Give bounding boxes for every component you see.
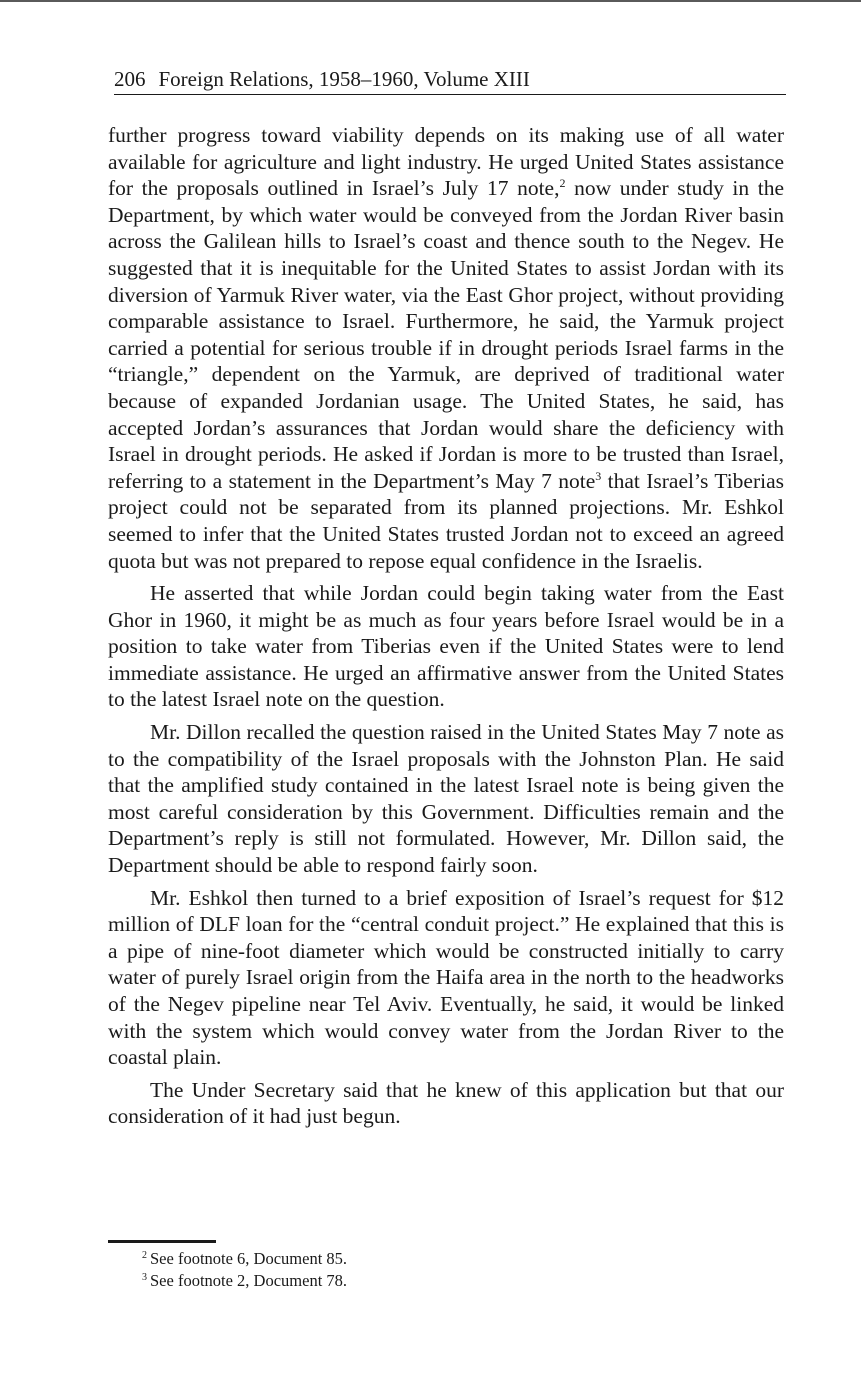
page-number: 206 <box>114 67 146 91</box>
footnote-3 <box>142 1270 347 1292</box>
footnote-ref: 3 <box>595 468 602 483</box>
paragraph-3: Mr. Dillon recalled the question raised in the United States May 7 note as to the compatibility of the Israel proposals with the Johnston Plan. He said that the amplified study contained in the latest Israel note is being given the most careful consideration by this Government. Difficulties remain and the Department’s reply is still not formulated. However, Mr. Dillon said, the Department should be able to respond fairly soon. <box>108 720 784 878</box>
paragraph-4: Mr. Eshkol then turned to a brief exposition of Israel’s request for $12 million of DLF loan for the “central conduit project.” He explained that this is a pipe of nine-foot diameter which would be constructed initially to carry water of purely Israel origin from the Haifa area in the north to the headworks of the Negev pipeline near Tel Aviv. Eventually, he said, it would be linked with the system which would convey water from the Jordan River to the coastal plain. <box>108 885 784 1070</box>
running-header <box>114 64 786 95</box>
paragraph-text: now under study in the Department, by which water would be conveyed from the Jordan River basin across the Galilean hills to Israel’s coast and thence south to the Negev. He suggested that it is inequitable for the United States to assist Jordan with its diversion of Yarmuk River water, via the East Ghor project, without providing comparable assistance to Israel. Furthermore, he said, the Yarmuk project carried a potential for serious trouble if in drought periods Israel farms in the “triangle,” dependent on the Yarmuk, are deprived of traditional water because of expanded Jordanian usage. The United States, he said, has accepted Jordan’s assurances that Jordan would share the deficiency with Israel in drought periods. He asked if Jordan is more to be trusted than Israel, referring to a statement in the Department’s May 7 note <box>108 176 784 493</box>
page-top-edge <box>0 0 861 2</box>
footnote-rule <box>108 1240 216 1243</box>
paragraph-text: that Israel’s Tiberias project could not be separated from its planned projections. Mr. Eshkol seemed to infer that the United States trusted Jordan not to exceed an agreed quota but was not prepared to repose equal confidence in the Israelis. <box>108 468 785 573</box>
paragraph-1 <box>108 122 784 574</box>
paragraph-5: The Under Secretary said that he knew of this application but that our consideration of it had just begun. <box>108 1077 784 1129</box>
footnote-marker: 2 <box>142 1250 147 1261</box>
footnote-text: See footnote 2, Document 78. <box>150 1271 348 1290</box>
footnote-marker: 3 <box>142 1272 147 1283</box>
footnotes <box>142 1248 347 1292</box>
body-text <box>108 122 784 1136</box>
footnote-text: See footnote 6, Document 85. <box>150 1249 348 1268</box>
paragraph-text: further progress toward viability depends on its making use of all water available for agriculture and light industry. He urged United States assistance for the proposals outlined in Israel’s July 17 note, <box>108 123 784 201</box>
footnote-ref: 2 <box>559 176 566 191</box>
running-title: Foreign Relations, 1958–1960, Volume XIII <box>158 67 530 91</box>
paragraph-2: He asserted that while Jordan could begin taking water from the East Ghor in 1960, it might be as much as four years before Israel would be in a position to take water from Tiberias even if the United States were to lend immediate assistance. He urged an affirmative answer from the United States to the latest Israel note on the question. <box>108 581 784 712</box>
footnote-2 <box>142 1248 347 1270</box>
